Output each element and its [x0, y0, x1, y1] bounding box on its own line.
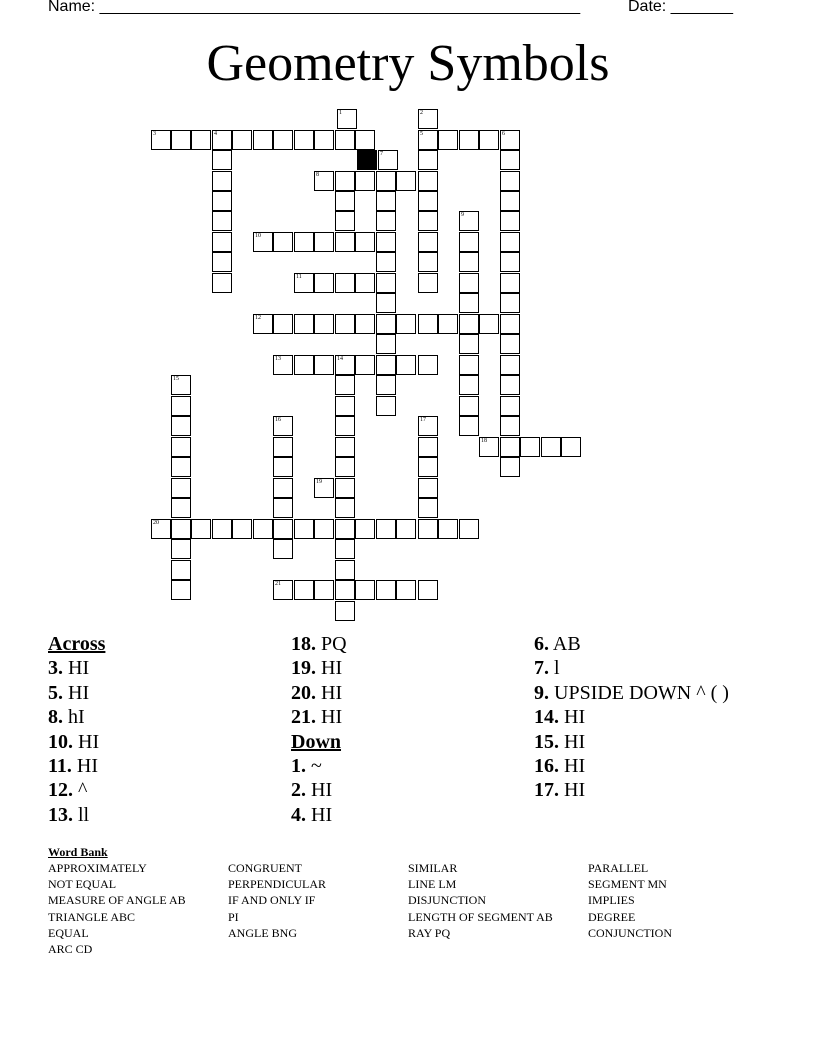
word-bank-item: SIMILAR: [408, 861, 458, 875]
grid-cell[interactable]: [335, 478, 355, 498]
grid-cell[interactable]: [335, 273, 355, 293]
grid-cell[interactable]: [500, 273, 520, 293]
grid-cell[interactable]: [335, 416, 355, 436]
grid-cell[interactable]: [335, 396, 355, 416]
grid-cell[interactable]: [376, 580, 396, 600]
grid-cell[interactable]: [171, 478, 191, 498]
grid-cell[interactable]: [418, 171, 438, 191]
grid-cell[interactable]: [376, 293, 396, 313]
grid-cell[interactable]: [273, 539, 293, 559]
grid-cell[interactable]: [355, 130, 375, 150]
grid-cell[interactable]: [253, 130, 273, 150]
grid-cell[interactable]: [459, 375, 479, 395]
grid-cell[interactable]: [438, 130, 458, 150]
grid-cell[interactable]: [500, 171, 520, 191]
grid-cell[interactable]: [500, 457, 520, 477]
grid-cell[interactable]: [500, 355, 520, 375]
grid-cell[interactable]: [418, 150, 438, 170]
clue-number-label: 15.: [534, 730, 559, 753]
clue-number-label: 12.: [48, 779, 73, 802]
word-bank-item: NOT EQUAL: [48, 877, 117, 892]
clue-number: 10: [255, 233, 261, 239]
grid-cell[interactable]: [376, 519, 396, 539]
clue-text: UPSIDE DOWN ^ ( ): [549, 681, 729, 704]
grid-cell[interactable]: [314, 580, 334, 600]
grid-cell[interactable]: [459, 273, 479, 293]
grid-cell[interactable]: [335, 437, 355, 457]
grid-cell[interactable]: [396, 580, 416, 600]
grid-cell[interactable]: [273, 437, 293, 457]
grid-cell[interactable]: [500, 150, 520, 170]
grid-cell[interactable]: [314, 314, 334, 334]
grid-cell[interactable]: [232, 130, 252, 150]
clue-text: HI: [71, 755, 99, 778]
grid-cell[interactable]: [459, 252, 479, 272]
clue-item: [534, 656, 774, 680]
clue-text: PQ: [316, 633, 347, 655]
clue-number-label: 7.: [534, 657, 549, 680]
grid-cell[interactable]: [212, 273, 232, 293]
grid-cell[interactable]: [232, 519, 252, 539]
word-bank-item: PERPENDICULAR: [228, 877, 327, 892]
grid-cell[interactable]: [376, 396, 396, 416]
clue-number-label: 16.: [534, 755, 559, 778]
grid-cell[interactable]: [418, 580, 438, 600]
grid-cell[interactable]: [314, 519, 334, 539]
grid-cell[interactable]: [459, 334, 479, 354]
page-title: Geometry Symbols: [206, 35, 610, 92]
grid-cell[interactable]: [418, 437, 438, 457]
clue-item: [291, 705, 521, 729]
clue-number-label: 5.: [48, 681, 63, 704]
grid-cell[interactable]: [212, 171, 232, 191]
clue-text: HI: [306, 803, 333, 826]
clue-number: 13: [275, 356, 281, 362]
clue-number-label: 3.: [48, 657, 63, 680]
grid-cell[interactable]: [273, 519, 293, 539]
grid-cell[interactable]: [273, 314, 293, 334]
grid-cell[interactable]: [500, 232, 520, 252]
clue-number: 15: [173, 376, 179, 382]
word-bank-column: [48, 860, 228, 957]
clue-text: HI: [316, 706, 343, 729]
grid-cell[interactable]: [459, 293, 479, 313]
grid-cell[interactable]: [171, 580, 191, 600]
grid-cell[interactable]: [459, 519, 479, 539]
grid-cell[interactable]: [500, 211, 520, 231]
clue-text: ll: [73, 803, 90, 826]
grid-cell[interactable]: [418, 519, 438, 539]
clue-text: HI: [63, 681, 90, 704]
clue-number: 4: [214, 131, 217, 137]
grid-cell[interactable]: [212, 191, 232, 211]
clue-number: 11: [296, 274, 302, 280]
grid-cell[interactable]: [191, 130, 211, 150]
grid-cell[interactable]: [479, 314, 499, 334]
clues-column-3: [534, 632, 774, 803]
grid-cell[interactable]: [500, 334, 520, 354]
grid-cell[interactable]: [418, 232, 438, 252]
grid-cell[interactable]: [355, 355, 375, 375]
clue-item: [291, 754, 521, 778]
grid-cell[interactable]: [376, 314, 396, 334]
clue-item: [534, 705, 774, 729]
grid-cell[interactable]: [376, 355, 396, 375]
clue-number: 6: [502, 131, 505, 137]
grid-cell[interactable]: [438, 519, 458, 539]
clue-text: HI: [559, 755, 586, 778]
grid-cell[interactable]: [355, 580, 375, 600]
grid-cell[interactable]: [479, 130, 499, 150]
clue-text: HI: [559, 730, 586, 753]
clue-number-label: 14.: [534, 706, 559, 729]
grid-cell[interactable]: [171, 539, 191, 559]
clue-item: [291, 681, 521, 705]
grid-cell[interactable]: [212, 252, 232, 272]
clue-number-label: 18.: [291, 633, 316, 655]
clue-number-label: 21.: [291, 706, 316, 729]
word-bank-item: CONGRUENT: [228, 861, 302, 875]
grid-cell[interactable]: [335, 191, 355, 211]
word-bank-column: [408, 860, 588, 941]
clue-text: ~: [306, 755, 322, 778]
clue-item: [534, 632, 774, 656]
clue-item: [534, 730, 774, 754]
grid-cell[interactable]: [396, 314, 416, 334]
clue-number: 8: [316, 172, 319, 178]
word-bank-item: PARALLEL: [588, 861, 649, 875]
word-bank-item: EQUAL: [48, 925, 89, 940]
clue-number: 18: [481, 438, 487, 444]
clue-item: [291, 778, 521, 802]
grid-cell[interactable]: [191, 519, 211, 539]
grid-cell[interactable]: [418, 273, 438, 293]
word-bank-item: TRIANGLE ABC: [48, 909, 135, 924]
clue-item: [48, 803, 278, 827]
clue-number: 19: [316, 479, 322, 485]
clue-text: AB: [549, 633, 581, 655]
grid-cell[interactable]: [335, 519, 355, 539]
grid-cell[interactable]: [355, 273, 375, 293]
clue-item: [48, 754, 278, 778]
grid-cell[interactable]: [294, 355, 314, 375]
word-bank-item: SEGMENT MN: [588, 877, 667, 892]
grid-cell[interactable]: [335, 314, 355, 334]
clue-item: [534, 754, 774, 778]
grid-cell[interactable]: [355, 314, 375, 334]
clue-number-label: 1.: [291, 755, 306, 778]
word-bank-item: CONJUNCTION: [588, 925, 672, 940]
word-bank-item: DEGREE: [588, 909, 636, 924]
clue-item: [48, 730, 278, 754]
grid-cell[interactable]: [376, 252, 396, 272]
word-bank-item: LENGTH OF SEGMENT AB: [408, 909, 553, 924]
clue-number: 21: [275, 581, 281, 587]
grid-cell[interactable]: [438, 314, 458, 334]
clue-item: [534, 681, 764, 705]
grid-cell[interactable]: [212, 232, 232, 252]
clue-item: [48, 778, 278, 802]
clue-item: [48, 681, 278, 705]
grid-cell[interactable]: [171, 560, 191, 580]
grid-cell[interactable]: [418, 478, 438, 498]
grid-cell[interactable]: [212, 519, 232, 539]
black-cell: [357, 150, 377, 170]
clue-item: [534, 778, 774, 802]
grid-cell[interactable]: [335, 498, 355, 518]
grid-cell[interactable]: [212, 150, 232, 170]
down-heading: Down: [291, 730, 342, 753]
clue-number-label: 10.: [48, 730, 73, 753]
grid-cell[interactable]: [294, 232, 314, 252]
clue-number-label: 17.: [534, 779, 559, 802]
word-bank-title: Word Bank: [48, 845, 108, 859]
grid-cell[interactable]: [376, 232, 396, 252]
clue-text: HI: [63, 657, 90, 680]
grid-cell[interactable]: [500, 396, 520, 416]
grid-cell[interactable]: [171, 498, 191, 518]
grid-cell[interactable]: [376, 334, 396, 354]
grid-cell[interactable]: [171, 519, 191, 539]
clue-text: HI: [73, 730, 100, 753]
grid-cell[interactable]: [314, 232, 334, 252]
grid-cell[interactable]: [459, 232, 479, 252]
grid-cell[interactable]: [335, 130, 355, 150]
clue-text: hI: [63, 706, 85, 729]
clue-item: [291, 803, 521, 827]
clue-text: HI: [559, 706, 586, 729]
grid-cell[interactable]: [335, 457, 355, 477]
word-bank-column: [228, 860, 408, 941]
word-bank-item: APPROXIMATELY: [48, 861, 147, 875]
grid-cell[interactable]: [396, 519, 416, 539]
grid-cell[interactable]: [459, 355, 479, 375]
clues-column-1: [48, 632, 278, 827]
grid-cell[interactable]: [500, 416, 520, 436]
grid-cell[interactable]: [171, 416, 191, 436]
grid-cell[interactable]: [561, 437, 581, 457]
grid-cell[interactable]: [418, 457, 438, 477]
grid-cell[interactable]: [171, 396, 191, 416]
grid-cell[interactable]: [335, 232, 355, 252]
clue-number-label: 4.: [291, 803, 306, 826]
clue-item: [48, 705, 278, 729]
clue-number: 3: [153, 131, 156, 137]
clue-number: 17: [420, 417, 426, 423]
clue-number-label: 8.: [48, 706, 63, 729]
grid-cell[interactable]: [376, 171, 396, 191]
word-bank-item: RAY PQ: [408, 925, 451, 940]
grid-cell[interactable]: [520, 437, 540, 457]
grid-cell[interactable]: [376, 211, 396, 231]
word-bank-item: PI: [228, 909, 239, 924]
grid-cell[interactable]: [418, 498, 438, 518]
grid-cell[interactable]: [294, 314, 314, 334]
clue-item: [291, 656, 521, 680]
grid-cell[interactable]: [396, 355, 416, 375]
grid-cell[interactable]: [500, 293, 520, 313]
clue-number: 14: [337, 356, 343, 362]
grid-cell[interactable]: [294, 580, 314, 600]
clue-number: 9: [461, 212, 464, 218]
grid-cell[interactable]: [273, 498, 293, 518]
grid-cell[interactable]: [314, 273, 334, 293]
clue-number-label: 11.: [48, 755, 72, 778]
grid-cell[interactable]: [418, 355, 438, 375]
grid-cell[interactable]: [273, 457, 293, 477]
across-heading: Across: [48, 633, 106, 655]
clue-number: 12: [255, 315, 261, 321]
grid-cell[interactable]: [500, 437, 520, 457]
grid-cell[interactable]: [212, 211, 232, 231]
grid-cell[interactable]: [396, 171, 416, 191]
word-bank-item: DISJUNCTION: [408, 893, 486, 908]
grid-cell[interactable]: [253, 519, 273, 539]
clue-item: [291, 632, 521, 656]
clue-number: 1: [339, 110, 342, 116]
clue-number: 2: [420, 110, 423, 116]
grid-cell[interactable]: [314, 130, 334, 150]
word-bank-item: IMPLIES: [588, 893, 635, 908]
clue-text: HI: [316, 681, 343, 704]
grid-cell[interactable]: [335, 211, 355, 231]
clue-text: l: [549, 657, 560, 680]
grid-cell[interactable]: [314, 355, 334, 375]
grid-cell[interactable]: [335, 375, 355, 395]
grid-cell[interactable]: [459, 416, 479, 436]
grid-cell[interactable]: [335, 539, 355, 559]
grid-cell[interactable]: [459, 396, 479, 416]
grid-cell[interactable]: [376, 273, 396, 293]
grid-cell[interactable]: [171, 457, 191, 477]
grid-cell[interactable]: [376, 191, 396, 211]
grid-cell[interactable]: [355, 171, 375, 191]
grid-cell[interactable]: [418, 211, 438, 231]
grid-cell[interactable]: [171, 130, 191, 150]
name-field[interactable]: Name: ______________________________________________________: [48, 0, 581, 15]
grid-cell[interactable]: [541, 437, 561, 457]
word-bank-item: MEASURE OF ANGLE AB: [48, 893, 186, 908]
grid-cell[interactable]: [500, 375, 520, 395]
grid-cell[interactable]: [273, 232, 293, 252]
word-bank-item: ARC CD: [48, 942, 93, 957]
clue-number-label: 13.: [48, 803, 73, 826]
grid-cell[interactable]: [335, 171, 355, 191]
word-bank: [48, 844, 672, 957]
clue-number-label: 20.: [291, 681, 316, 704]
grid-cell[interactable]: [418, 191, 438, 211]
clue-text: ^: [73, 779, 88, 802]
clue-number-label: 6.: [534, 633, 549, 655]
date-field[interactable]: Date: _______: [628, 0, 733, 15]
clue-text: HI: [316, 657, 343, 680]
grid-cell[interactable]: [273, 130, 293, 150]
grid-cell[interactable]: [335, 560, 355, 580]
clue-number: 5: [420, 131, 423, 137]
grid-cell[interactable]: [500, 314, 520, 334]
word-bank-item: IF AND ONLY IF: [228, 893, 316, 908]
clue-item: [48, 656, 278, 680]
grid-cell[interactable]: [459, 314, 479, 334]
grid-cell[interactable]: [376, 375, 396, 395]
grid-cell[interactable]: [273, 478, 293, 498]
clue-text: HI: [559, 779, 586, 802]
grid-cell[interactable]: [294, 130, 314, 150]
clue-number-label: 2.: [291, 779, 306, 802]
grid-cell[interactable]: [355, 232, 375, 252]
grid-cell[interactable]: [294, 519, 314, 539]
grid-cell[interactable]: [500, 252, 520, 272]
clue-number-label: 19.: [291, 657, 316, 680]
clue-number: 16: [275, 417, 281, 423]
grid-cell[interactable]: [335, 580, 355, 600]
clue-number: 20: [153, 520, 159, 526]
word-bank-item: ANGLE BNG: [228, 925, 297, 940]
grid-cell[interactable]: [171, 437, 191, 457]
clue-number: 7: [380, 151, 383, 157]
word-bank-column: [588, 860, 768, 941]
grid-cell[interactable]: [459, 130, 479, 150]
clues-column-2: [291, 632, 521, 827]
grid-cell[interactable]: [418, 314, 438, 334]
clue-text: HI: [306, 779, 333, 802]
word-bank-item: LINE LM: [408, 877, 457, 892]
grid-cell[interactable]: [500, 191, 520, 211]
grid-cell[interactable]: [355, 519, 375, 539]
grid-cell[interactable]: [418, 252, 438, 272]
grid-cell[interactable]: [335, 601, 355, 621]
clue-number-label: 9.: [534, 681, 549, 704]
